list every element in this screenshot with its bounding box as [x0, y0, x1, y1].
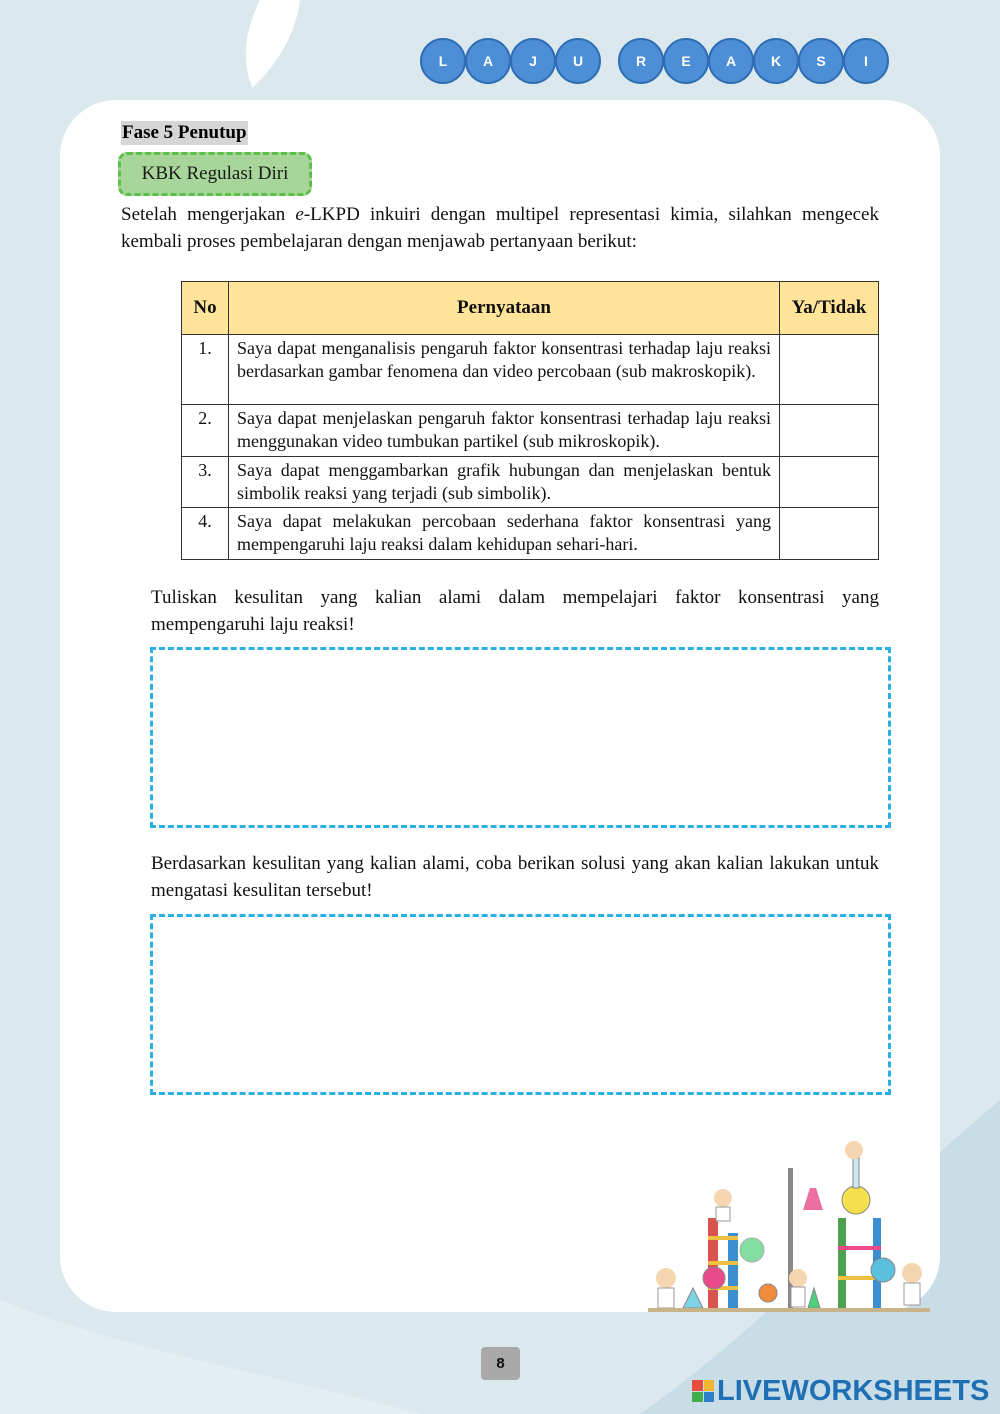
row-statement: Saya dapat menjelaskan pengaruh faktor konsentrasi terhadap laju reaksi menggunakan video tumbukan partikel (sub mikroskopik).: [229, 405, 780, 457]
title-letter: J: [510, 38, 556, 84]
row-statement: Saya dapat menganalisis pengaruh faktor konsentrasi terhadap laju reaksi berdasarkan gambar fenomena dan video percobaan (sub makroskopik).: [229, 335, 780, 405]
title-letter: S: [798, 38, 844, 84]
difficulty-answer-box[interactable]: [150, 647, 891, 828]
table-row: [182, 457, 879, 508]
liveworksheets-logo-icon: [692, 1380, 714, 1402]
answer-cell[interactable]: [780, 405, 879, 457]
title-letter: L: [420, 38, 466, 84]
row-statement: Saya dapat menggambarkan grafik hubungan dan menjelaskan bentuk simbolik reaksi yang terjadi (sub simbolik).: [229, 457, 780, 508]
answer-cell[interactable]: [780, 457, 879, 508]
lab-kids-illustration: [648, 1138, 930, 1312]
question-difficulty: Tuliskan kesulitan yang kalian alami dalam mempelajari faktor konsentrasi yang mempengaruhi laju reaksi!: [151, 587, 879, 635]
title-letter: R: [618, 38, 664, 84]
table-row: [182, 508, 879, 560]
solution-answer-box[interactable]: [150, 914, 891, 1095]
answer-cell[interactable]: [780, 335, 879, 405]
statement-table: [181, 281, 879, 560]
page-number: 8: [481, 1347, 520, 1380]
kbk-badge: KBK Regulasi Diri: [118, 152, 312, 196]
title-letter: K: [753, 38, 799, 84]
question-solution: Berdasarkan kesulitan yang kalian alami, coba berikan solusi yang akan kalian lakukan untuk mengatasi kesulitan tersebut!: [151, 853, 879, 901]
title-letter: A: [708, 38, 754, 84]
answer-cell[interactable]: [780, 508, 879, 560]
intro-paragraph: Setelah mengerjakan e-LKPD inkuiri dengan multipel representasi kimia, silahkan mengecek kembali proses pembelajaran dengan menjawab pertanyaan berikut:: [121, 204, 879, 252]
col-header-statement: Pernyataan: [229, 282, 780, 335]
table-row: [182, 405, 879, 457]
col-header-no: No: [182, 282, 229, 335]
table-row: [182, 335, 879, 405]
phase-title: Fase 5 Penutup: [122, 122, 247, 143]
row-number: 3.: [182, 457, 229, 508]
title-letter: I: [843, 38, 889, 84]
col-header-answer: Ya/Tidak: [780, 282, 879, 335]
title-letter: U: [555, 38, 601, 84]
row-statement: Saya dapat melakukan percobaan sederhana faktor konsentrasi yang mempengaruhi laju reaksi dalam kehidupan sehari-hari.: [229, 508, 780, 560]
title-letter: A: [465, 38, 511, 84]
title-laju-reaksi: [420, 38, 888, 84]
row-number: 2.: [182, 405, 229, 457]
title-letter: E: [663, 38, 709, 84]
row-number: 1.: [182, 335, 229, 405]
row-number: 4.: [182, 508, 229, 560]
liveworksheets-watermark: LIVEWORKSHEETS: [692, 1374, 989, 1408]
